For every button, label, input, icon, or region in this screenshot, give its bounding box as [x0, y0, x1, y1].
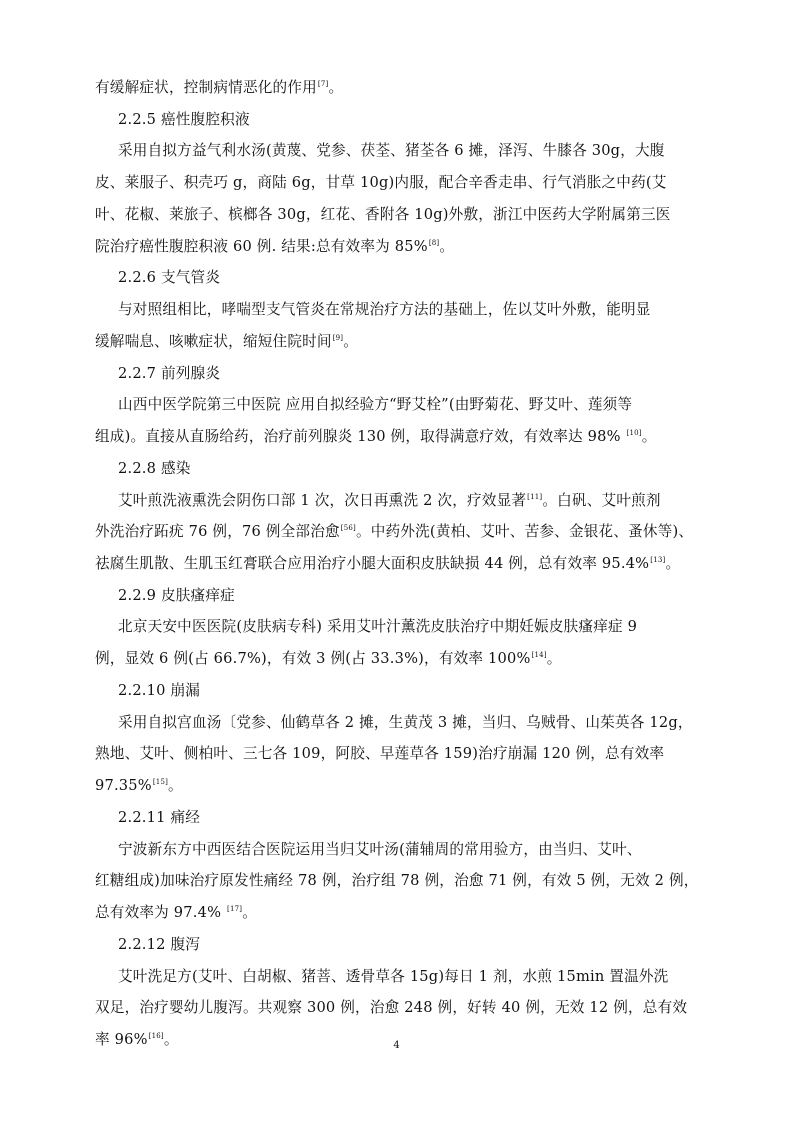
body-text-line: 祛腐生肌散、生肌玉红膏联合应用治疗小腿大面积皮肤缺损 44 例，总有效率 95.4%[13]。	[95, 555, 681, 572]
section-heading: 2.2.11 痛经	[118, 808, 201, 826]
body-text-line: 艾叶洗足方(艾叶、白胡椒、猪菩、透骨草各 15g)每日 1 剂，水煎 15min 置温外洗	[118, 967, 669, 985]
body-text-line: 缓解喘息、咳嗽症状，缩短住院时间[9]。	[95, 332, 359, 350]
body-text-line: 熟地、艾叶、侧柏叶、三七各 109，阿胶、早莲草各 159)治疗崩漏 120 例，总有效率	[95, 745, 665, 763]
section-heading: 2.2.6 支气管炎	[118, 269, 221, 287]
body-text-line: 山西中医学院第三中医院 应用自拟经验方“野艾栓”(由野菊花、野艾叶、莲须等	[118, 396, 633, 414]
section-heading: 2.2.5 癌性腹腔积液	[118, 110, 250, 128]
body-text-line: 率 96%[16]。	[95, 1031, 179, 1048]
body-text-line: 与对照组相比，哮喘型支气管炎在常规治疗方法的基础上，佐以艾叶外敷，能明显	[118, 301, 651, 319]
section-heading: 2.2.12 腹泻	[118, 935, 201, 953]
body-text-line: 外洗治疗跖疣 76 例，76 例全部治愈[56]。中药外洗(黄柏、艾叶、苦参、金银花、蚤休等)、	[95, 523, 694, 541]
body-text-line: 97.35%[15]。	[95, 777, 183, 795]
body-text-line: 双足，治疗婴幼儿腹泻。共观察 300 例，治愈 248 例，好转 40 例，无效 12 例，总有效	[95, 999, 688, 1017]
section-heading: 2.2.9 皮肤瘙痒症	[118, 586, 235, 604]
section-heading: 2.2.10 崩漏	[118, 681, 201, 699]
body-text-line: 宁波新东方中西医结合医院运用当归艾叶汤(蒲辅周的常用验方，由当归、艾叶、	[118, 840, 642, 858]
body-text-line: 组成)。直接从直肠给药，治疗前列腺炎 130 例，取得满意疗效，有效率达 98% [10]。	[95, 428, 657, 446]
page-number: 4	[393, 1040, 400, 1051]
body-text-line: 艾叶煎洗液熏洗会阴伤口部 1 次，次日再熏洗 2 次，疗效显著[11]。白矾、艾叶煎剂	[118, 491, 661, 509]
body-text-line: 红糖组成)加味治疗原发性痛经 78 例，治疗组 78 例，治愈 71 例，有效 5 例，无效 2 例，	[95, 872, 699, 890]
body-text-line: 院治疗癌性腹腔积液 60 例. 结果:总有效率为 85%[8]。	[95, 237, 455, 255]
body-text-line: 例，显效 6 例(占 66.7%)，有效 3 例(占 33.3%)，有效率 100%[14]。	[95, 650, 562, 668]
body-text-line: 皮、莱服子、积壳巧 g，商陆 6g，甘草 10g)内服，配合辛香走串、行气消胀之中药(艾	[95, 174, 667, 192]
section-heading: 2.2.8 感染	[118, 459, 191, 477]
body-text-line: 采用自拟方益气利水汤(黄蔑、党参、茯荃、猪荃各 6 摊，泽泻、牛膝各 30g，大腹	[118, 142, 665, 160]
body-text-line: 有缓解症状，控制病情恶化的作用[7]。	[95, 79, 344, 96]
section-heading: 2.2.7 前列腺炎	[118, 364, 221, 382]
body-text-line: 总有效率为 97.4% [17]。	[95, 904, 257, 922]
body-text-line: 叶、花椒、莱旅子、槟榔各 30g，红花、香附各 10g)外敷，浙江中医药大学附属第三医	[95, 205, 671, 223]
body-text-line: 北京天安中医医院(皮肤病专科) 采用艾叶汁薰洗皮肤治疗中期妊娠皮肤瘙痒症 9	[118, 618, 638, 636]
body-text-line: 采用自拟宫血汤〔党参、仙鹤草各 2 摊，生黄茂 3 摊，当归、乌贼骨、山茱英各 12g，	[118, 713, 693, 731]
